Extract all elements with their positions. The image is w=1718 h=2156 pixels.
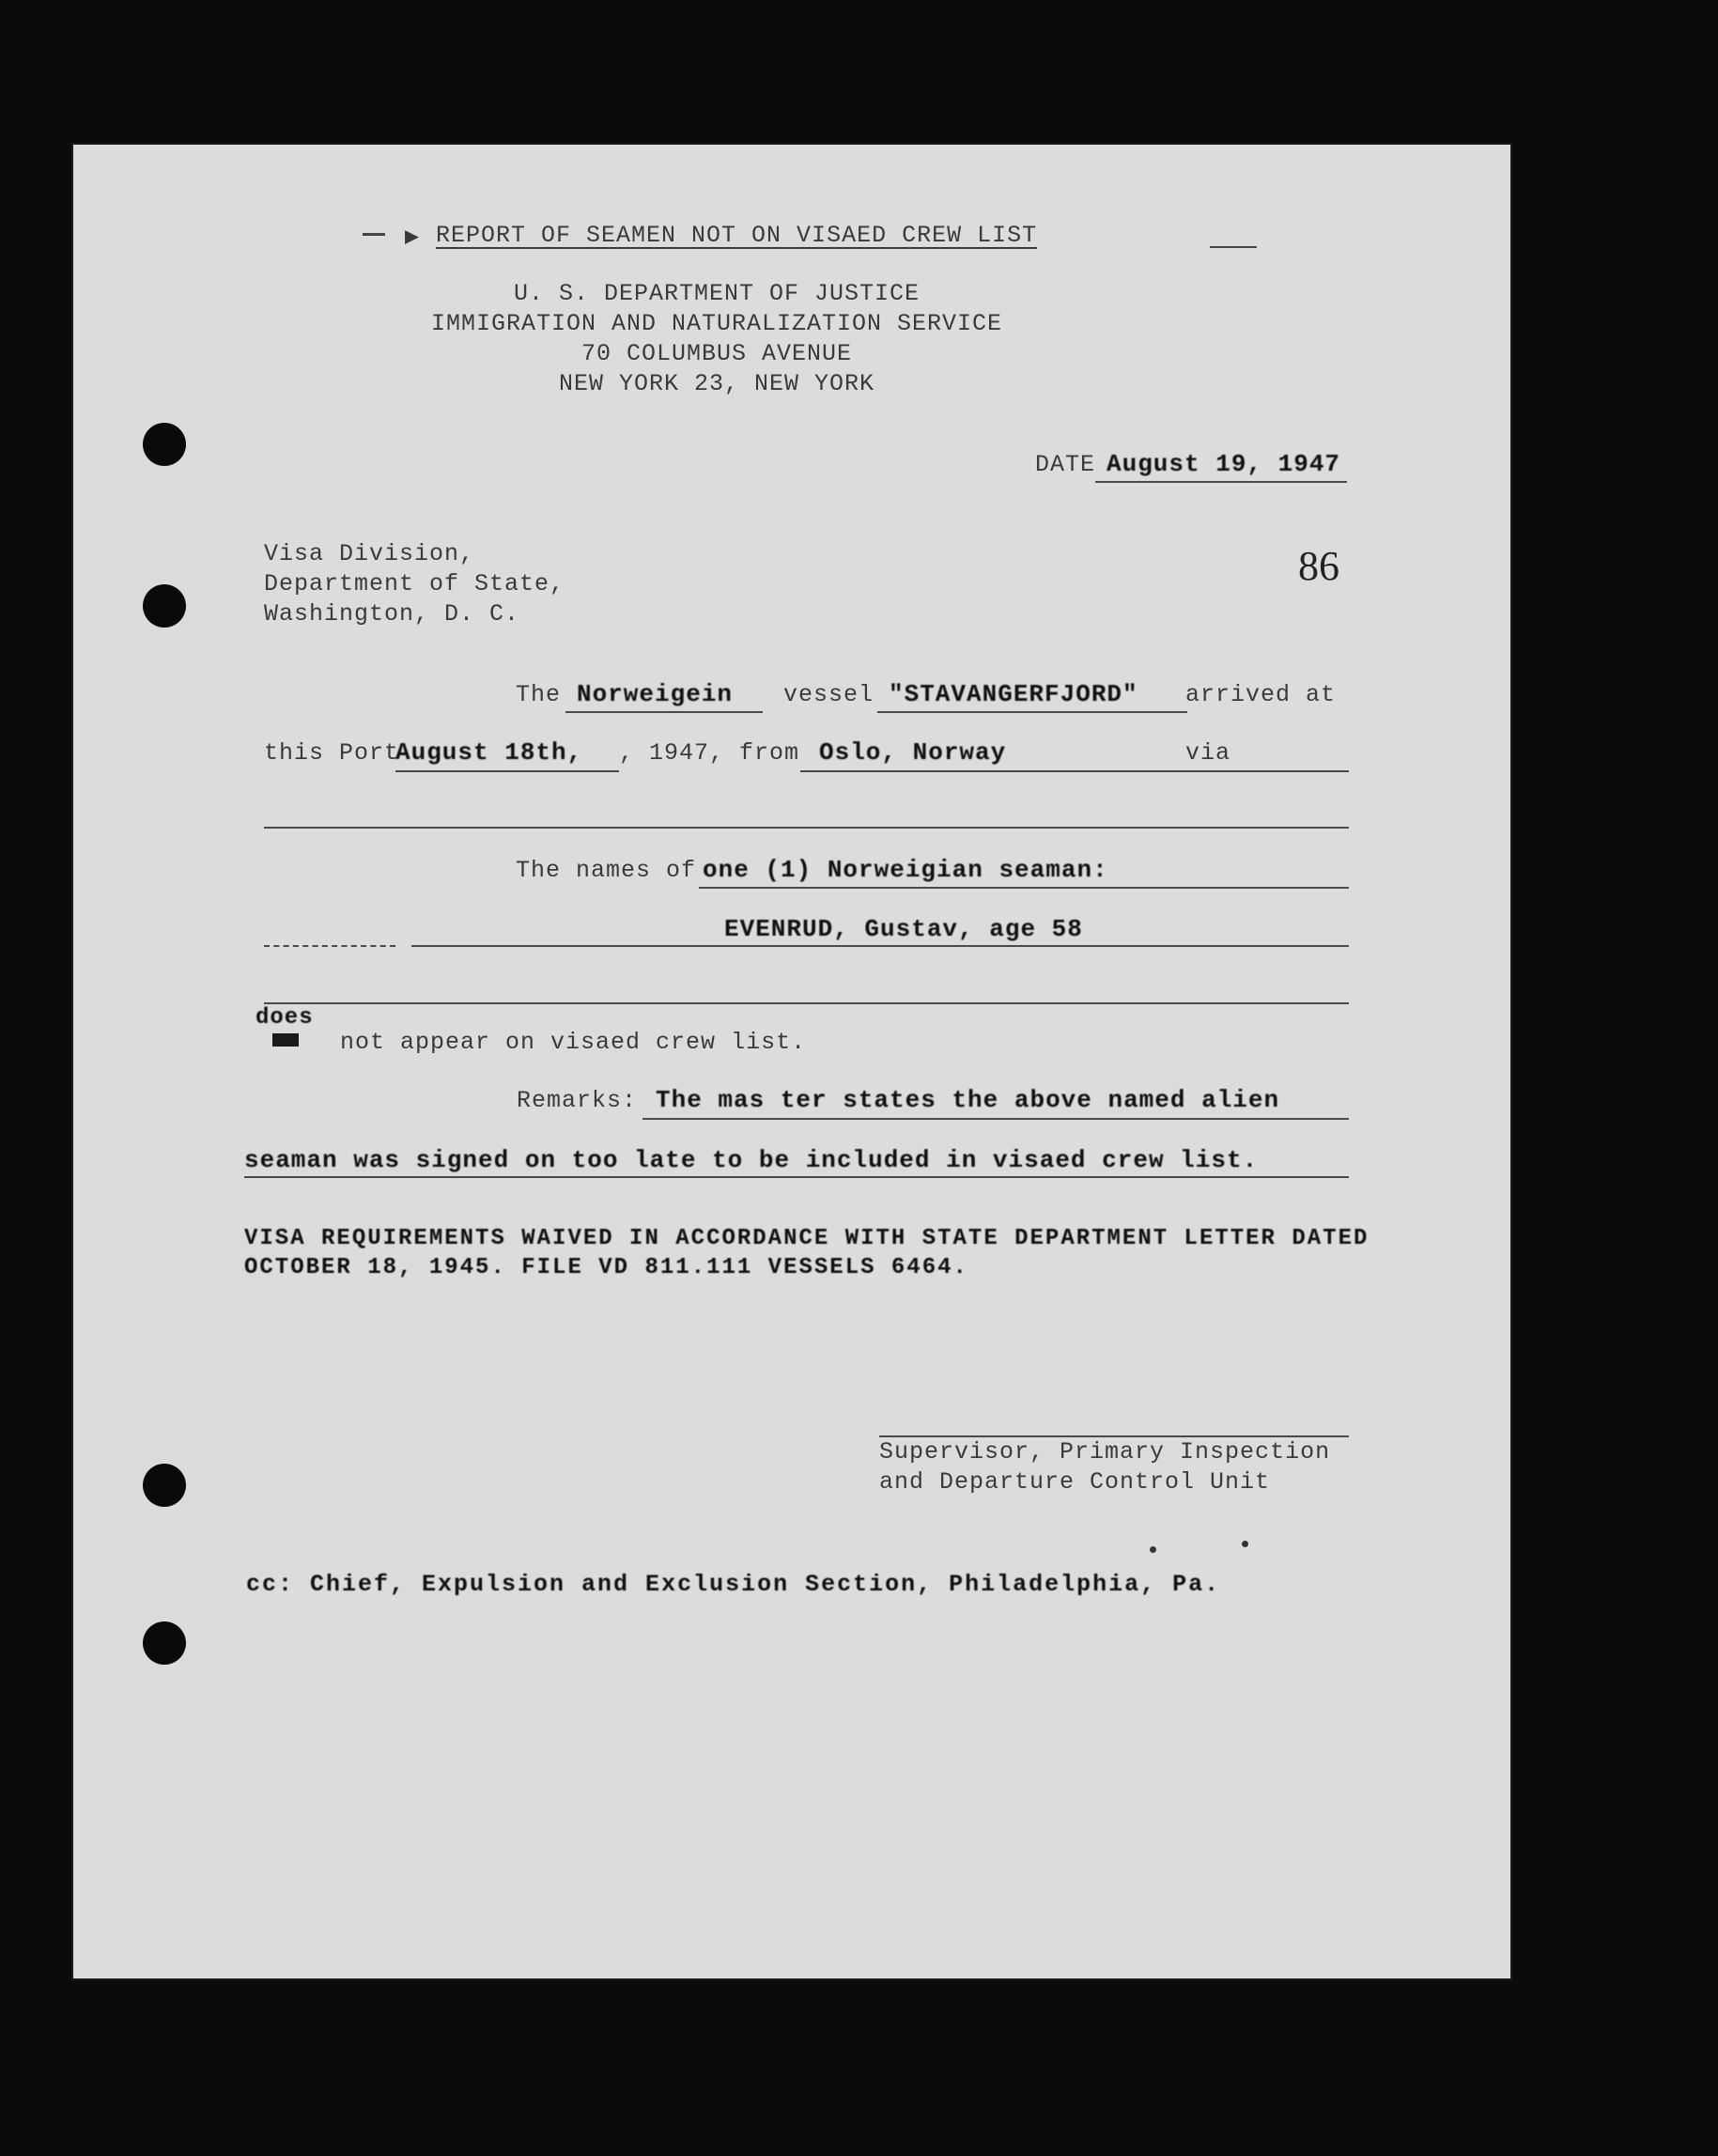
visa-note-line-1: VISA REQUIREMENTS WAIVED IN ACCORDANCE WITH STATE DEPARTMENT LETTER DATED (244, 1226, 1370, 1251)
addressee-line: Department of State, (264, 570, 565, 597)
scan-mark (1210, 246, 1257, 248)
strikeout-mark (272, 1033, 299, 1047)
names-label: The names of (516, 857, 697, 884)
document-title: REPORT OF SEAMEN NOT ON VISAED CREW LIST (436, 222, 1038, 249)
arrival-date-underline (395, 770, 619, 772)
remarks-underline-1 (642, 1118, 1349, 1120)
stray-dot (1242, 1541, 1248, 1547)
names-underline (699, 887, 1349, 889)
year-label: , 1947, from (619, 739, 800, 767)
nationality-underline (565, 711, 763, 713)
vessel-label: vessel (783, 681, 874, 708)
binder-hole (143, 1464, 186, 1507)
cc-line: cc: Chief, Expulsion and Exclusion Section, Philadelphia, Pa. (246, 1571, 1221, 1598)
seaman-underline (411, 945, 1349, 947)
remarks-label: Remarks: (517, 1087, 638, 1114)
arrived-at-label: arrived at (1185, 681, 1337, 708)
the-label: The (516, 681, 562, 708)
document-page (71, 143, 1512, 1980)
header-line: U. S. DEPARTMENT OF JUSTICE (513, 280, 921, 307)
seaman-dashed-line (264, 945, 395, 947)
signature-title-line: Supervisor, Primary Inspection (879, 1438, 1331, 1466)
addressee-block (264, 539, 565, 629)
page-number: 86 (1298, 543, 1339, 589)
visa-note-line-2: OCTOBER 18, 1945. FILE VD 811.111 VESSELS 6464. (244, 1255, 968, 1280)
origin-underline (800, 770, 1259, 772)
signature-title-line: and Departure Control Unit (879, 1468, 1271, 1496)
agency-header (0, 279, 1437, 399)
origin-port: Oslo, Norway (819, 738, 1007, 767)
header-line: IMMIGRATION AND NATURALIZATION SERVICE (430, 310, 1003, 337)
header-line: NEW YORK 23, NEW YORK (558, 370, 875, 397)
binder-hole (143, 584, 186, 628)
not-appear-text: not appear on visaed crew list. (340, 1029, 807, 1056)
scan-mark (363, 233, 385, 236)
date-value: August 19, 1947 (1107, 450, 1341, 478)
via-label: via (1185, 739, 1231, 767)
arrival-date: August 18th, (395, 738, 583, 767)
remarks-underline-2 (244, 1176, 1349, 1178)
vessel-nationality: Norweigein (577, 680, 734, 708)
addressee-line: Visa Division, (264, 540, 475, 567)
names-value: one (1) Norweigian seaman: (703, 856, 1108, 884)
this-port-label: this Port (264, 739, 400, 767)
via-underline (1230, 770, 1349, 772)
seaman-name: EVENRUD, Gustav, age 58 (724, 915, 1083, 943)
blank-line (264, 1002, 1349, 1004)
vessel-name: "STAVANGERFJORD" (889, 680, 1138, 708)
binder-hole (143, 423, 186, 466)
header-line: 70 COLUMBUS AVENUE (580, 340, 853, 367)
arrow-marker-icon: ▶ (405, 224, 421, 251)
date-label: DATE (1035, 451, 1096, 478)
does-correction: does (255, 1005, 314, 1031)
vessel-underline (877, 711, 1187, 713)
date-underline (1095, 481, 1347, 483)
addressee-line: Washington, D. C. (264, 600, 520, 628)
blank-line (264, 827, 1349, 829)
remarks-line-1: The mas ter states the above named alien (656, 1086, 1280, 1114)
binder-hole (143, 1621, 186, 1665)
remarks-line-2: seaman was signed on too late to be included in visaed crew list. (244, 1146, 1259, 1174)
stray-dot (1150, 1546, 1156, 1553)
signature-title (879, 1437, 1330, 1497)
